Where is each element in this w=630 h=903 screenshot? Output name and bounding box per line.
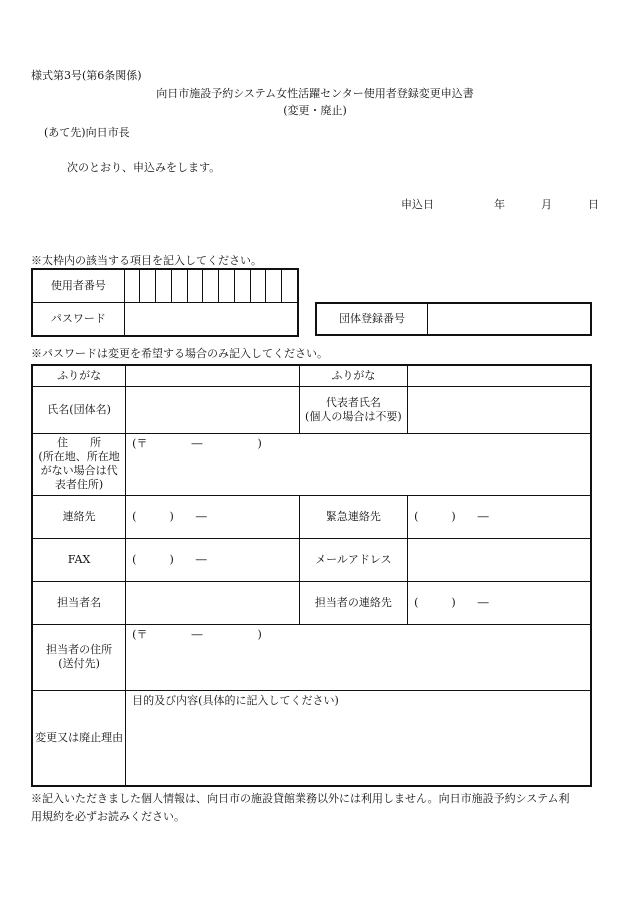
note-fill: ※太枠内の該当する項目を記入してください。 — [31, 254, 262, 267]
user-number-label: 使用者番号 — [32, 269, 124, 303]
date-month: 月 — [541, 198, 552, 211]
emergency-field[interactable] — [408, 495, 591, 538]
reason-hint: 目的及び内容(具体的に記入してください) — [132, 693, 339, 707]
user-number-digit[interactable] — [203, 269, 219, 303]
date-day: 日 — [588, 198, 599, 211]
reason-field[interactable] — [126, 690, 591, 786]
privacy-note-line2: 用規約を必ずお読みください。 — [31, 810, 185, 823]
main-table — [31, 364, 592, 787]
email-label: メールアドレス — [299, 538, 407, 581]
user-number-digit[interactable] — [250, 269, 266, 303]
intro-text: 次のとおり、申込みをします。 — [67, 161, 221, 174]
phone-format: ( ) ― — [132, 552, 207, 566]
group-number-field[interactable] — [428, 303, 592, 335]
fax-label: FAX — [32, 538, 126, 581]
person-label: 担当者名 — [32, 581, 126, 624]
group-number-label: 団体登録番号 — [316, 303, 428, 335]
fax-field[interactable] — [126, 538, 299, 581]
furigana-label: ふりがな — [32, 365, 126, 386]
user-number-digit[interactable] — [282, 269, 298, 303]
email-field[interactable] — [408, 538, 591, 581]
person-address-field[interactable] — [126, 624, 591, 690]
phone-format: ( ) ― — [132, 509, 207, 523]
form-subtitle: (変更・廃止) — [283, 104, 347, 117]
user-number-digit[interactable] — [171, 269, 187, 303]
form-number: 様式第3号(第6条関係) — [31, 69, 142, 82]
note-password: ※パスワードは変更を希望する場合のみ記入してください。 — [31, 347, 328, 360]
group-table — [315, 302, 592, 336]
address-label-line2: (所在地、所在地 — [38, 450, 120, 463]
rep-name-label-line2: (個人の場合は不要) — [305, 409, 402, 423]
user-table — [31, 268, 299, 337]
user-number-digit[interactable] — [124, 269, 140, 303]
address-field[interactable] — [126, 433, 591, 495]
rep-furigana-label: ふりがな — [299, 365, 407, 386]
rep-name-field[interactable] — [408, 386, 591, 433]
phone-format: ( ) ― — [414, 509, 489, 523]
date-label: 申込日 — [401, 198, 434, 211]
address-label-line1: 住 所 — [57, 436, 102, 449]
person-contact-field[interactable] — [408, 581, 591, 624]
address-label — [32, 433, 126, 495]
contact-label: 連絡先 — [32, 495, 126, 538]
user-number-digit[interactable] — [187, 269, 203, 303]
rep-name-label-line1: 代表者氏名 — [325, 395, 381, 409]
password-field[interactable] — [124, 303, 298, 337]
privacy-note-line1: ※記入いただきました個人情報は、向日市の施設貸館業務以外には利用しません。向日市施設予約システム利 — [31, 792, 570, 805]
reason-label: 変更又は廃止理由 — [32, 690, 126, 786]
name-label: 氏名(団体名) — [32, 386, 126, 433]
person-contact-label: 担当者の連絡先 — [299, 581, 407, 624]
password-label: パスワード — [32, 303, 124, 337]
date-year: 年 — [494, 198, 505, 211]
person-address-label — [32, 624, 126, 690]
phone-format: ( ) ― — [414, 595, 489, 609]
name-field[interactable] — [126, 386, 299, 433]
user-number-digit[interactable] — [156, 269, 172, 303]
form-title: 向日市施設予約システム女性活躍センター使用者登録変更申込書 — [156, 87, 474, 100]
address-label-line3: がない場合は代 — [40, 464, 118, 477]
addressee: (あて先)向日市長 — [44, 126, 130, 139]
person-address-label-line2: (送付先) — [58, 657, 100, 670]
user-number-digit[interactable] — [140, 269, 156, 303]
user-number-digit[interactable] — [219, 269, 235, 303]
furigana-field[interactable] — [126, 365, 299, 386]
person-field[interactable] — [126, 581, 299, 624]
rep-name-label — [299, 386, 407, 433]
postal-mark: (〒 ― ) — [132, 436, 262, 450]
person-address-label-line1: 担当者の住所 — [46, 643, 113, 656]
rep-furigana-field[interactable] — [408, 365, 591, 386]
user-number-digit[interactable] — [234, 269, 250, 303]
emergency-label: 緊急連絡先 — [299, 495, 407, 538]
user-number-digit[interactable] — [266, 269, 282, 303]
contact-field[interactable] — [126, 495, 299, 538]
address-label-line4: 表者住所) — [54, 478, 104, 491]
postal-mark: (〒 ― ) — [132, 627, 262, 641]
